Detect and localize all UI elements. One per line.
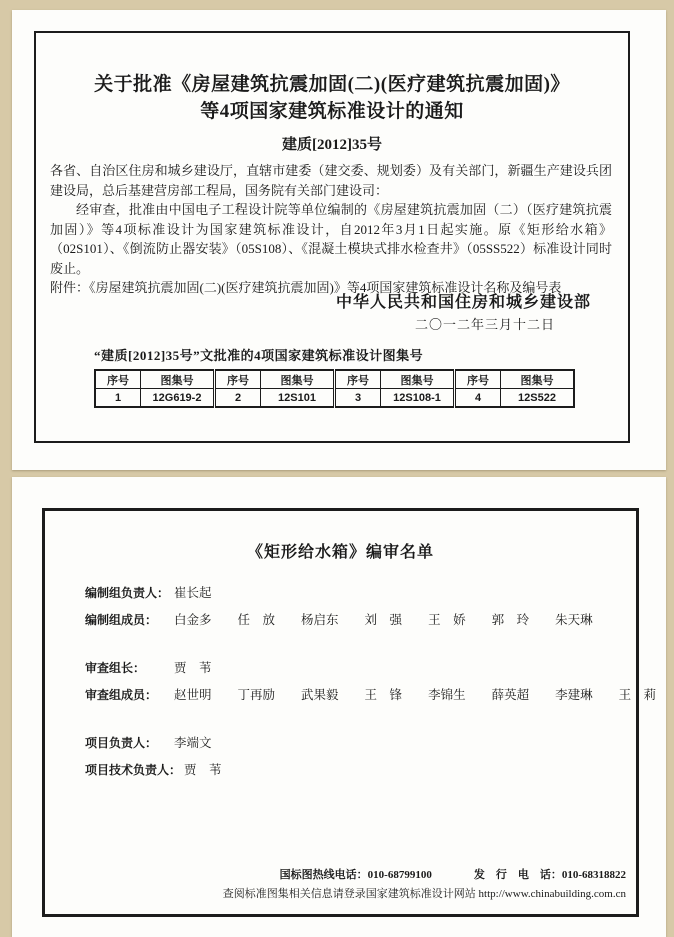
person-name: 王 莉 [618, 688, 657, 702]
header-code: 图集号 [261, 370, 335, 389]
roster-page [12, 477, 666, 937]
person-name: 武果毅 [301, 688, 339, 702]
issuer-signature: 中华人民共和国住房和城乡建设部 [335, 294, 591, 311]
person-name: 刘 强 [364, 613, 403, 627]
roster-names [184, 760, 245, 778]
roster-page-border-frame [42, 508, 657, 917]
entry-code: 12G619-2 [141, 389, 215, 408]
roster-label: 审查组成员： [85, 688, 158, 702]
roster-names [174, 685, 674, 703]
entry-seq: 1 [95, 389, 141, 408]
person-name: 李建琳 [555, 688, 593, 702]
footer-phones-line [223, 866, 626, 885]
roster-row-project-leader [85, 733, 616, 751]
roster-title: 《矩形给水箱》编审名单 [246, 544, 434, 561]
entry-code: 12S108-1 [381, 389, 455, 408]
person-name: 贾 苇 [174, 661, 212, 675]
person-name: 王 锋 [364, 688, 403, 702]
notice-title [36, 71, 628, 125]
roster-row-project-tech-leader [85, 760, 616, 778]
notice-title-line1: 关于批准《房屋建筑抗震加固(二)(医疗建筑抗震加固)》 [94, 74, 570, 95]
person-name: 薛英超 [491, 688, 530, 702]
roster-names [174, 583, 235, 601]
roster-row-review-members [85, 685, 657, 703]
roster-names [174, 733, 235, 751]
notice-body [50, 161, 612, 298]
person-name: 杨启东 [301, 613, 339, 627]
roster-label: 项目技术负责人： [85, 763, 182, 777]
notice-paragraph-approval: 经审查，批准由中国电子工程设计院等单位编制的《房屋建筑抗震加固（二）（医疗建筑抗震加固）》等4项标准设计为国家建筑标准设计，自2012年3月1日起实施。原《矩形给水箱》（02S101）、《倒流防止器安装》（05S108）、《混凝土模块式排水检查井》（05SS522）标准设计同时废止。 [50, 202, 612, 276]
entry-seq: 3 [335, 389, 381, 408]
notice-title-line2: 等4项国家建筑标准设计的通知 [200, 101, 464, 122]
person-name: 任 放 [237, 613, 276, 627]
person-name: 贾 苇 [184, 763, 222, 777]
person-name: 李端文 [174, 736, 212, 750]
notice-page-border-frame [34, 31, 630, 443]
header-seq: 序号 [95, 370, 141, 389]
atlas-table-data-row [95, 389, 574, 408]
atlas-table-header-row [95, 370, 574, 389]
atlas-table-caption: “建质[2012]35号”文批准的4项国家建筑标准设计图集号 [94, 348, 424, 363]
header-code: 图集号 [141, 370, 215, 389]
person-name: 崔长起 [174, 586, 212, 600]
header-code: 图集号 [501, 370, 575, 389]
roster-label: 项目负责人： [85, 736, 158, 750]
footer-website-line: 查阅标准图集相关信息请登录国家建筑标准设计网站 http://www.chinabuilding.com.cn [222, 888, 626, 900]
person-name: 白金多 [174, 613, 212, 627]
header-seq: 序号 [335, 370, 381, 389]
document-number: 建质[2012]35号 [282, 137, 382, 153]
footer-hotline: 国标图热线电话：010-68799100 [279, 869, 432, 881]
entry-code: 12S522 [501, 389, 575, 408]
atlas-code-table [94, 369, 575, 408]
roster-row-compile-members [85, 610, 616, 628]
person-name: 李锦生 [428, 688, 466, 702]
person-name: 王 娇 [428, 613, 466, 627]
roster-names [174, 658, 235, 676]
person-name: 丁再励 [237, 688, 276, 702]
person-name: 赵世明 [174, 688, 212, 702]
roster-label: 编制组成员： [85, 613, 158, 627]
header-code: 图集号 [381, 370, 455, 389]
entry-seq: 4 [455, 389, 501, 408]
roster-row-compile-leader [85, 583, 616, 601]
issue-date: 二〇一二年三月十二日 [414, 317, 555, 332]
notice-paragraph-recipients: 各省、自治区住房和城乡建设厅，直辖市建委（建交委、规划委）及有关部门，新疆生产建设兵团建设局，总后基建营房部工程局，国务院有关部门建设司： [50, 163, 612, 198]
entry-seq: 2 [215, 389, 261, 408]
notice-attachment-line: 附件：《房屋建筑抗震加固(二)(医疗建筑抗震加固)》等4项国家建筑标准设计名称及编号表 [50, 280, 562, 295]
entry-code: 12S101 [261, 389, 335, 408]
roster-row-review-leader [85, 658, 616, 676]
roster-label: 编制组负责人： [85, 586, 170, 600]
header-seq: 序号 [455, 370, 501, 389]
roster-label: 审查组长： [85, 661, 146, 675]
roster-names [174, 610, 616, 628]
roster-footer [223, 866, 626, 904]
footer-sales-phone: 发 行 电 话：010-68318822 [473, 869, 626, 881]
person-name: 朱天琳 [555, 613, 593, 627]
notice-page [12, 10, 666, 470]
person-name: 郭 玲 [491, 613, 530, 627]
header-seq: 序号 [215, 370, 261, 389]
